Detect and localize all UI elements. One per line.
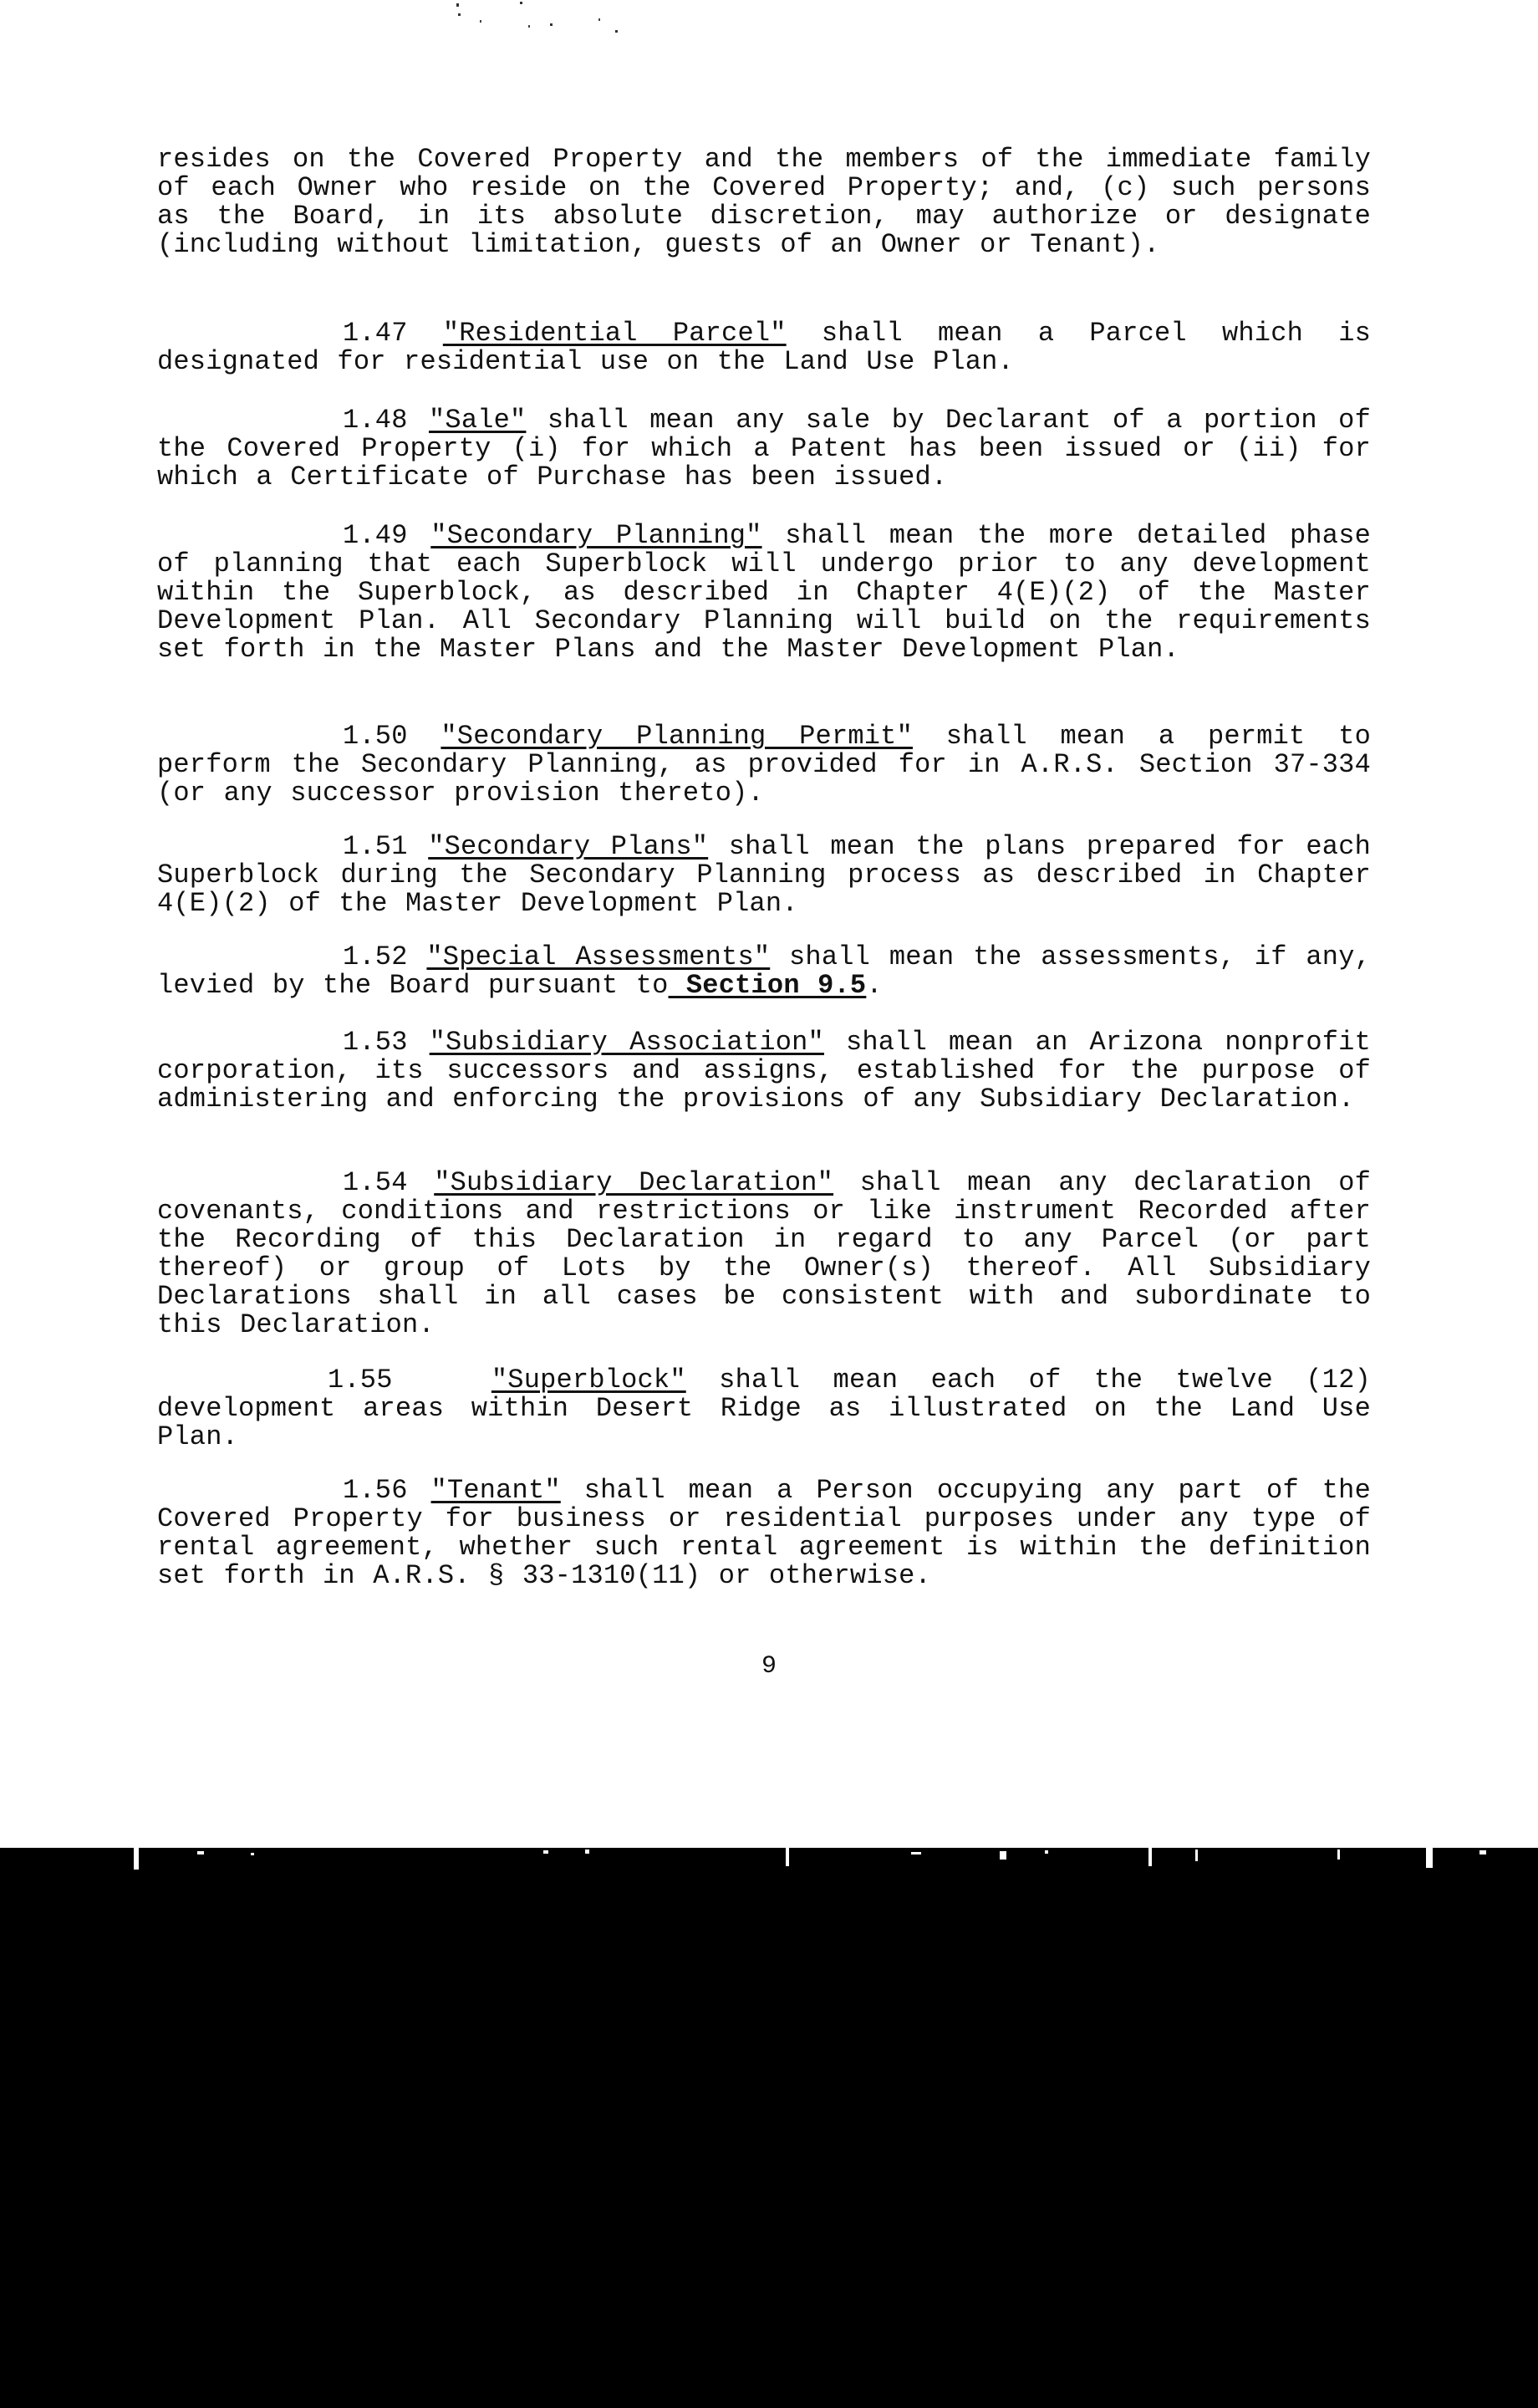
- definition-text: shall mean any sale by Declarant of a portion of the Covered Property (i) for which a Patent has been issued or (ii) for which a Certificate of Purchase has been issued.: [157, 405, 1371, 492]
- definition-term: "Secondary Plans": [428, 831, 709, 862]
- definition-1-47: [157, 319, 1371, 376]
- definition-term: "Special Assessments": [426, 941, 771, 972]
- definition-text: shall mean each of the twelve (12) development areas within Desert Ridge as illustrated on the Land Use Plan.: [157, 1365, 1372, 1452]
- definition-number: 1.56: [343, 1475, 408, 1506]
- definition-1-49: [157, 522, 1371, 664]
- definition-text-after: .: [866, 970, 883, 1001]
- definition-1-53: [157, 1028, 1371, 1114]
- definition-term: "Secondary Planning": [430, 520, 762, 551]
- definition-1-52: [157, 943, 1371, 1000]
- definition-number: 1.55: [328, 1365, 393, 1395]
- definition-number: 1.50: [343, 721, 408, 752]
- definition-text: shall mean a permit to perform the Secondary Planning, as provided for in A.R.S. Section 37-334 (or any successor provision thereto).: [157, 721, 1372, 809]
- definition-text: shall mean an Arizona nonprofit corporation, its successors and assigns, established for the purpose of administering and enforcing the provisions of any Subsidiary Declaration.: [157, 1027, 1371, 1115]
- definition-text: shall mean any declaration of covenants, conditions and restrictions or like instrument Recorded after the Recording of this Declaration in regard to any Parcel (or part thereof) or group of Lots by the Owner(s) thereof. All Subsidiary Declarations shall in all cases be consistent with and subordinate to this Declaration.: [157, 1167, 1372, 1340]
- definition-1-48: [157, 406, 1371, 492]
- definition-text: shall mean the assessments, if any, levied by the Board pursuant to: [157, 941, 1372, 1001]
- definition-1-50: [157, 722, 1371, 808]
- definition-term: "Secondary Planning Permit": [441, 721, 913, 752]
- scan-specks: [451, 0, 635, 37]
- definition-1-54: [157, 1169, 1371, 1339]
- definition-number: 1.54: [343, 1167, 408, 1198]
- definition-text: shall mean a Person occupying any part of the Covered Property for business or residential purposes under any type of rental agreement, whether such rental agreement is within the definition set forth in A.R.S. § 33-1310(11) or otherwise.: [157, 1475, 1371, 1591]
- definition-term: "Tenant": [430, 1475, 561, 1506]
- scan-border: [0, 1848, 1538, 2408]
- scan-edge-noise: [0, 1848, 1538, 1871]
- definition-term: "Sale": [429, 405, 527, 436]
- definition-number: 1.53: [343, 1027, 408, 1058]
- page-number: 9: [761, 1652, 777, 1681]
- definition-text: shall mean the more detailed phase of planning that each Superblock will undergo prior to any development within the Superblock, as described in Chapter 4(E)(2) of the Master Development Plan. All Secondary Planning will build on the requirements set forth in the Master Plans and the Master Development Plan.: [157, 520, 1372, 665]
- definition-text: shall mean a Parcel which is designated for residential use on the Land Use Plan.: [157, 318, 1371, 377]
- opening-paragraph-text: resides on the Covered Property and the members of the immediate family of each Owner who reside on the Covered Property; and, (c) such persons as the Board, in its absolute discretion, may authorize or designate (including without limitation, guests of an Owner or Tenant).: [157, 144, 1371, 260]
- definition-1-56: [157, 1477, 1371, 1590]
- section-reference: Section 9.5: [668, 970, 867, 1001]
- definition-number: 1.52: [343, 941, 408, 972]
- definition-term: "Superblock": [491, 1365, 686, 1395]
- definition-1-55: [157, 1366, 1371, 1451]
- definition-number: 1.48: [343, 405, 408, 436]
- definition-term: "Subsidiary Association": [429, 1027, 824, 1058]
- definition-number: 1.49: [343, 520, 408, 551]
- definition-1-51: [157, 833, 1371, 918]
- definition-number: 1.47: [343, 318, 408, 349]
- definition-text: shall mean the plans prepared for each Superblock during the Secondary Planning process as described in Chapter 4(E)(2) of the Master Development Plan.: [157, 831, 1371, 919]
- definition-term: "Residential Parcel": [442, 318, 787, 349]
- definition-number: 1.51: [343, 831, 408, 862]
- definition-term: "Subsidiary Declaration": [434, 1167, 834, 1198]
- opening-paragraph: [157, 145, 1371, 259]
